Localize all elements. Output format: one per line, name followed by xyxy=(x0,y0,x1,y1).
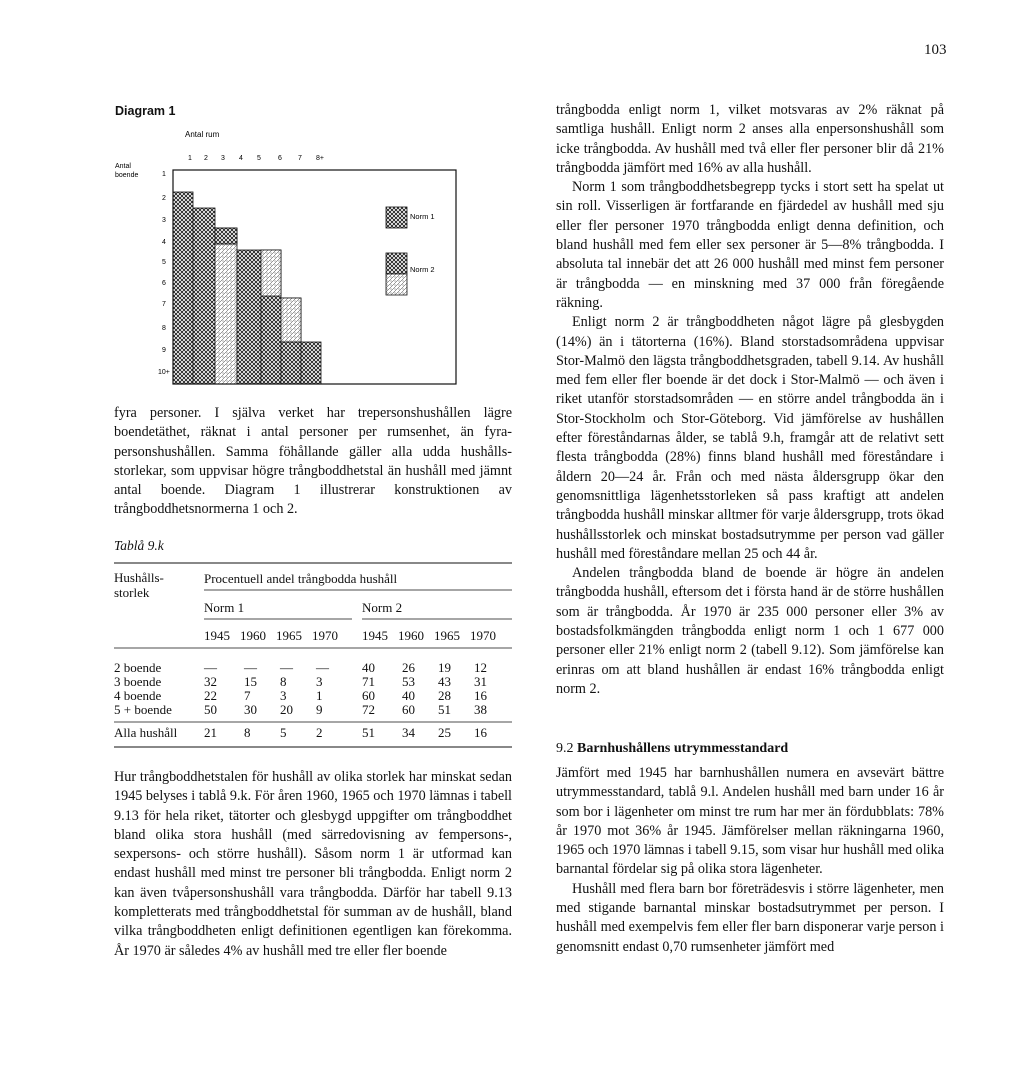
legend-swatch-norm2a xyxy=(386,253,407,274)
table-cell: 7 xyxy=(244,688,251,703)
year-header: 1945 xyxy=(362,628,388,643)
section-heading xyxy=(556,741,788,757)
table-cell: 40 xyxy=(402,688,415,703)
row-label: 5 + boende xyxy=(114,702,172,717)
table-cell: 8 xyxy=(244,725,251,740)
year-header: 1960 xyxy=(398,628,424,643)
diagram-svg xyxy=(110,120,470,390)
table-cell: 3 xyxy=(280,688,287,703)
section-title: Barnhushållens utrymmesstandard xyxy=(577,741,789,756)
table-cell: 5 xyxy=(280,725,287,740)
col-label: 7 xyxy=(298,155,302,162)
table-cell: 51 xyxy=(362,725,375,740)
left-paragraph-2: Hur trångboddhetstalen för hushåll av olika storlek har minskat sedan 1945 belyses i tablå 9.k. För åren 1960, 1965 och 1970 lämnas i tabell 9.13 för hela riket, tätorter och glesbygd uppgifter om trångboddhet bland olika stora hushåll (med särredovisning av fempersons-, sexpersons- och större hushåll). Såsom norm 1 är utformad kan endast hushåll med minst tre personer bli trångbodda. Enligt norm 2 kan även tvåpersonshushåll vara trångbodda. Därför har tabell 9.13 kompletterats med trångboddhetstal för summan av de hushåll, bland vilka trångboddheten enligt definitionen egentligen kan förekomma. År 1970 är således 4% av hushåll med tre eller fler boende xyxy=(114,769,512,959)
row-label: 4 boende xyxy=(114,688,162,703)
row-label: 3 xyxy=(162,217,166,224)
table-cell: 26 xyxy=(402,660,415,675)
col-label: 6 xyxy=(278,155,282,162)
table-cell: 53 xyxy=(402,674,415,689)
diagram xyxy=(110,120,470,390)
table-cell: 16 xyxy=(474,688,487,703)
col-label: 4 xyxy=(239,155,243,162)
col-label: 3 xyxy=(221,155,225,162)
table-cell: 72 xyxy=(362,702,375,717)
section-paragraph-2: Hushåll med flera barn bor företrädesvis i större lägenheter, men med stigande barnantal minskar bostadsutrymmet per person. I hushåll med exempelvis fem eller fler barn disponerar varje person i genomsnitt endast 0,70 rumsenheter jämfört med xyxy=(556,880,944,955)
row-label: 7 xyxy=(162,301,166,308)
diagram-cell xyxy=(281,298,301,342)
table-cell: 21 xyxy=(204,725,217,740)
year-header: 1945 xyxy=(204,628,230,643)
table-cell: — xyxy=(244,660,257,675)
legend-swatch-norm2b xyxy=(386,274,407,295)
table-cell: 31 xyxy=(474,674,487,689)
col-label: 5 xyxy=(257,155,261,162)
axis-label-occupants-2: boende xyxy=(115,172,139,179)
legend-label-norm2: Norm 2 xyxy=(410,265,435,274)
table-cell: 32 xyxy=(204,674,217,689)
col-label: 8+ xyxy=(316,155,324,162)
table-cell: 40 xyxy=(362,660,375,675)
axis-label-occupants-1: Antal xyxy=(115,163,131,170)
row-label: 3 boende xyxy=(114,674,162,689)
diagram-cell xyxy=(215,228,237,384)
diagram-cell xyxy=(193,208,215,384)
table-cell: 2 xyxy=(316,725,323,740)
right-paragraph-1: trångbodda enligt norm 1, vilket motsvaras av 2% räknat på samtliga hushåll. Enligt norm 2 anses alla enpersonshushåll som icke trångbodda. Av hushåll med två eller fler personer blir då 21% trångbodda jämfört med 16% av alla hushåll. xyxy=(556,102,944,176)
table-cell: 43 xyxy=(438,674,451,689)
row-label: 4 xyxy=(162,239,166,246)
right-paragraph-2: Norm 1 som trångboddhetsbegrepp tycks i stort sett ha spelat ut sin roll. Visserligen är fortfarande en fjärdedel av hushåll med sju eller fler personer 1970 trångbodda enligt denna definition, och bland hushåll med fem eller sex personer är 5—8% trångbodda. I absoluta tal innebär det att 26 000 hushåll med minst fem personer är trångbodda — en minskning med 37 000 från föregående räkning. xyxy=(556,179,944,311)
year-header: 1965 xyxy=(276,628,302,643)
section-number: 9.2 xyxy=(556,741,574,756)
row-label: 9 xyxy=(162,347,166,354)
row-label: Alla hushåll xyxy=(114,725,178,740)
row-label: 10+ xyxy=(158,369,170,376)
diagram-cell xyxy=(173,192,193,384)
diagram-cell xyxy=(261,250,281,296)
axis-label-rooms: Antal rum xyxy=(185,130,220,139)
table-cell: 19 xyxy=(438,660,451,675)
table-cell: — xyxy=(316,660,329,675)
page-number: 103 xyxy=(924,42,947,58)
row-label: 2 xyxy=(162,195,166,202)
table-rules xyxy=(114,562,514,752)
right-paragraph-4: Andelen trångbodda bland de boende är högre än andelen trångbodda hushåll, eftersom det i första hand är de större hushållen som är trångbodda. År 1970 är 235 000 personer eller 3% av bostadsfolkmängden trångbodda enligt norm 1 och 1 677 000 personer eller 21% enligt norm 2 (tabell 9.12). Som jämförelse kan erinras om att bland hushållen är endast 16% trångbodda enligt norm 2. xyxy=(556,565,944,697)
table-cell: 1 xyxy=(316,688,323,703)
table-cell: — xyxy=(204,660,217,675)
col-label: 2 xyxy=(204,155,208,162)
table-cell: 20 xyxy=(280,702,293,717)
diagram-title: Diagram 1 xyxy=(115,104,176,118)
table-cell: 60 xyxy=(362,688,375,703)
table-cell: 15 xyxy=(244,674,257,689)
table-cell: 8 xyxy=(280,674,287,689)
year-header: 1970 xyxy=(470,628,496,643)
table-cell: 34 xyxy=(402,725,415,740)
diagram-cell xyxy=(237,250,261,384)
diagram-cell xyxy=(301,342,321,384)
row-label: 2 boende xyxy=(114,660,162,675)
table-cell: 3 xyxy=(316,674,323,689)
year-header: 1970 xyxy=(312,628,338,643)
table-group-norm2: Norm 2 xyxy=(362,600,403,615)
table-cell: 30 xyxy=(244,702,257,717)
table-caption: Tablå 9.k xyxy=(114,538,164,553)
year-header: 1960 xyxy=(240,628,266,643)
table-cell: 9 xyxy=(316,702,323,717)
table-group-norm1: Norm 1 xyxy=(204,600,245,615)
right-paragraph-3: Enligt norm 2 är trångboddheten något lägre på glesbygden (14%) än i tätorterna (16%). Bland storstadsområdena uppvisar Stor-Malmö den lägsta trångboddhetsgraden, tabell 9.14. Av hushåll med fem eller fler boende är det dock i Stor-Malmö — och även i riket utanför storstadsområden — en större andel trångbodda än i Stor-Stockholm och Stor-Göteborg. Vid jämförelse av hushållen efter föreståndarnas ålder, se tablå 9.h, framgår att de relativt sett flesta trångbodda (28%) finns bland hushåll med föreståndare i åldern 20—24 år. Från och med nästa åldersgrupp ökar den genomsnittliga lägenhetsstorleken så pass kraftigt att andelen trångbodda hushåll minskar alltmer för varje åldersgrupp, trots ökad hushållsstorlek och minskat bostadsutrymme per person vad gäller hushåll med föreståndare mellan 25 och 44 år. xyxy=(556,314,944,562)
table-cell: 50 xyxy=(204,702,217,717)
table-cell: 51 xyxy=(438,702,451,717)
legend-label-norm1: Norm 1 xyxy=(410,212,435,221)
table-cell: 12 xyxy=(474,660,487,675)
row-label: 1 xyxy=(162,171,166,178)
table-cell: 38 xyxy=(474,702,487,717)
legend-swatch-norm1 xyxy=(386,207,407,228)
left-paragraph-1: fyra personer. I själva verket har trepersonshushållen lägre boendetäthet, räknat i antal personer per rumsenhet, än fyrapersonshushållen. Samma föhållande gäller alla udda hushållsstorlekar, som uppvisar högre trångboddhetstal än hushåll med jämnt antal boende. Diagram 1 illustrerar konstruktionen av trångboddhetsnormerna 1 och 2. xyxy=(114,405,512,518)
table-cell: 22 xyxy=(204,688,217,703)
table-spanner: Procentuell andel trångbodda hushåll xyxy=(204,571,398,586)
table-cell: 25 xyxy=(438,725,451,740)
row-label: 6 xyxy=(162,280,166,287)
section-paragraph-1: Jämfört med 1945 har barnhushållen numera en avsevärt bättre utrymmesstandard, tablå 9.l. Andelen hushåll med barn under 16 år som bor i lägenheter om minst tre rum har mer än fördubblats: 78% år 1970 mot 36% år 1945. Jämförelser mellan räkningarna 1960, 1965 och 1970 lämnas i tabell 9.15, som visar hur hushåll med olika barnantal fördelar sig på olika stora lägenheter. xyxy=(556,765,944,878)
table-cell: 28 xyxy=(438,688,451,703)
table-cell: — xyxy=(280,660,293,675)
row-label: 8 xyxy=(162,325,166,332)
table-cell: 71 xyxy=(362,674,375,689)
diagram-cell xyxy=(215,228,237,244)
col-label: 1 xyxy=(188,155,192,162)
table-stub-header: Hushålls- storlek xyxy=(114,570,164,600)
table-cell: 60 xyxy=(402,702,415,717)
year-header: 1965 xyxy=(434,628,460,643)
table-cell: 16 xyxy=(474,725,487,740)
row-label: 5 xyxy=(162,259,166,266)
